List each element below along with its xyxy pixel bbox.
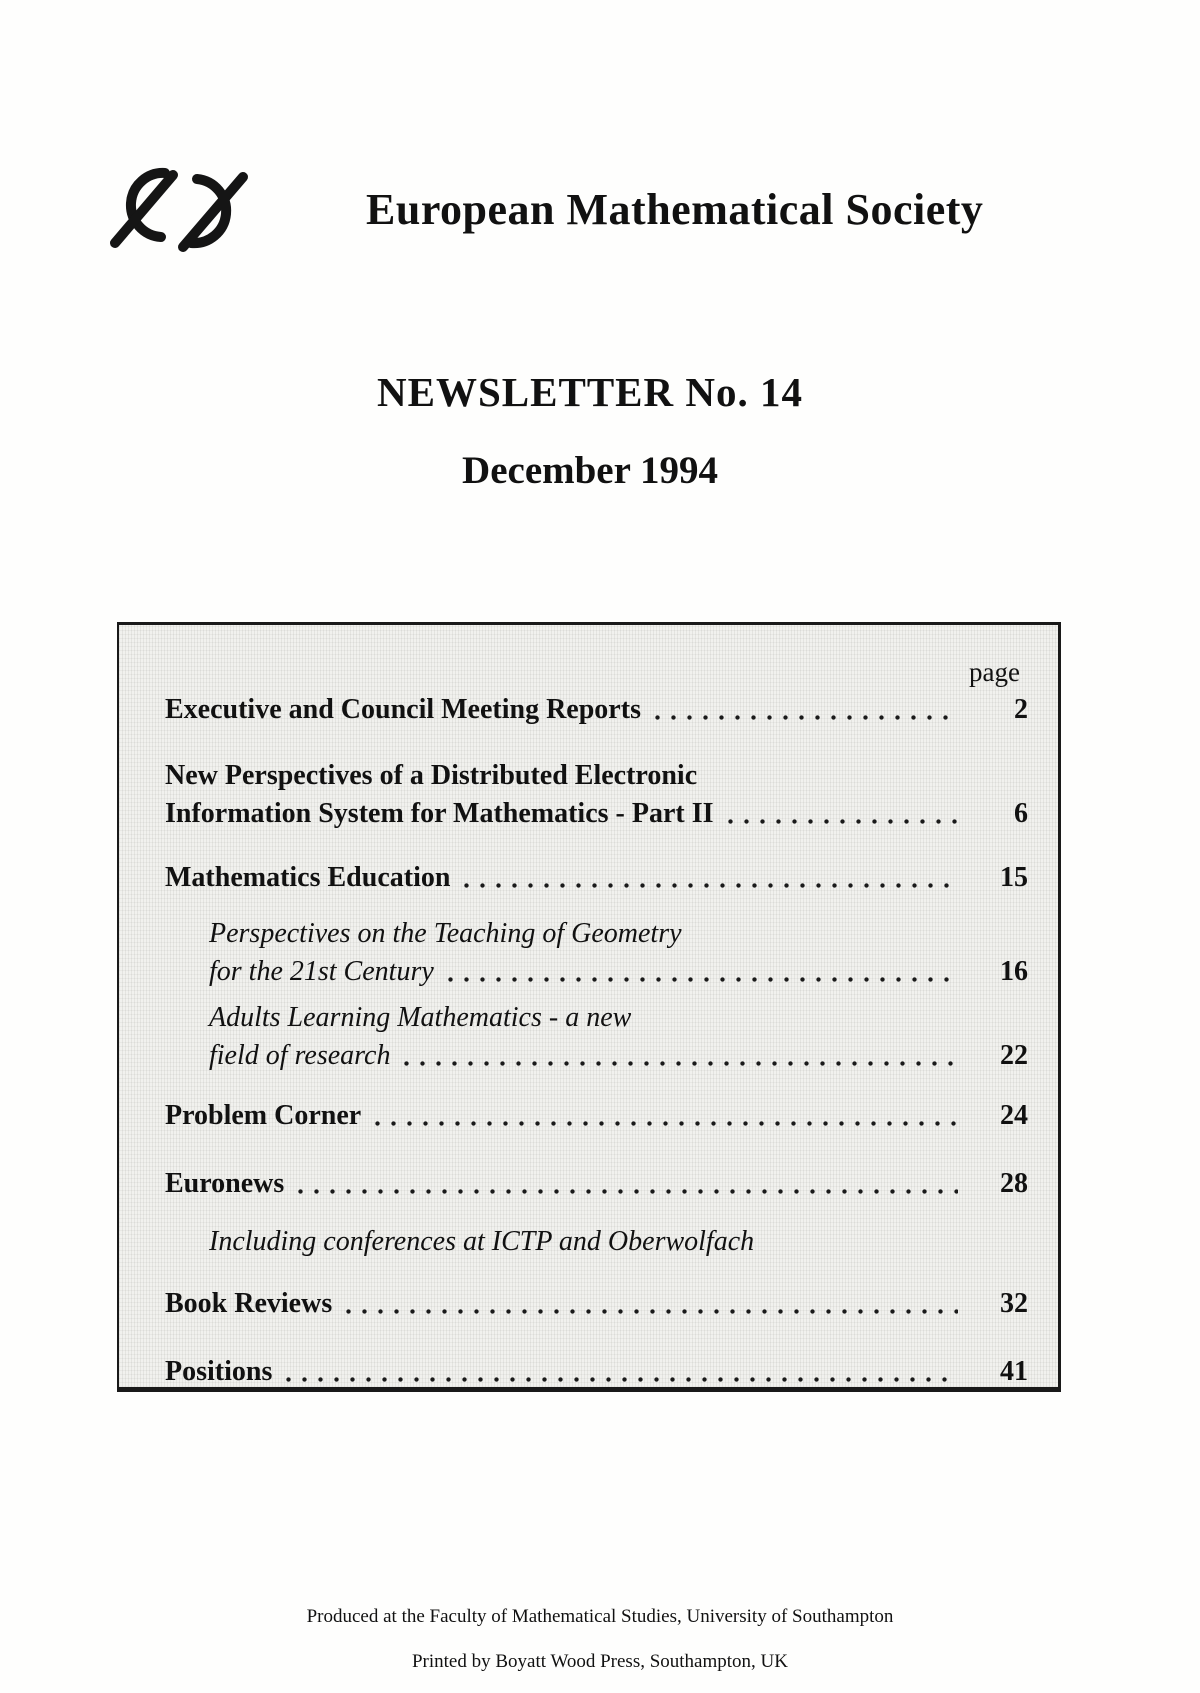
toc-entry	[165, 757, 1028, 833]
toc-entry-title: Problem Corner	[165, 1100, 362, 1131]
dot-leader	[655, 715, 958, 721]
toc-entry	[165, 1097, 1028, 1135]
dot-leader	[464, 883, 958, 889]
toc-note	[165, 1223, 1028, 1261]
toc-page-number: 6	[1014, 798, 1028, 829]
toc-subentry	[165, 999, 1028, 1075]
toc-entry-title: Adults Learning Mathematics - a new	[209, 1002, 632, 1033]
toc-page-number: 41	[1000, 1356, 1028, 1387]
toc-page-number: 32	[1000, 1288, 1028, 1319]
toc-entry-title: Mathematics Education	[165, 862, 451, 893]
dot-leader	[448, 977, 958, 983]
dot-leader	[298, 1189, 958, 1195]
toc-page-number: 28	[1000, 1168, 1028, 1199]
toc-note-text: Including conferences at ICTP and Oberwolfach	[209, 1226, 755, 1257]
toc-entry-title: Perspectives on the Teaching of Geometry	[209, 918, 682, 949]
toc-page-number: 15	[1000, 862, 1028, 893]
dot-leader	[286, 1377, 958, 1383]
toc-entry-title: Positions	[165, 1356, 273, 1387]
toc-entry	[165, 1165, 1028, 1203]
newsletter-number: NEWSLETTER No. 14	[377, 369, 803, 415]
dot-leader	[404, 1061, 958, 1067]
imprint-produced-line: Produced at the Faculty of Mathematical Studies, University of Southampton	[306, 1606, 894, 1627]
toc-entry	[165, 859, 1028, 897]
toc-page-number: 24	[1000, 1100, 1028, 1131]
toc-entry-title: New Perspectives of a Distributed Electronic	[165, 760, 698, 791]
toc-entry-title: Information System for Mathematics - Part II	[165, 798, 714, 829]
toc-entry	[165, 1353, 1028, 1391]
toc-entry-title: Executive and Council Meeting Reports	[165, 694, 641, 725]
imprint-footer	[0, 1594, 1200, 1684]
imprint-printed-line: Printed by Boyatt Wood Press, Southampton, UK	[411, 1651, 788, 1672]
toc-page-number: 16	[1000, 956, 1028, 987]
toc-page-number: 22	[1000, 1040, 1028, 1071]
society-title: European Mathematical Society	[366, 185, 984, 234]
table-of-contents-box	[117, 622, 1061, 1392]
toc-entry	[165, 1285, 1028, 1323]
toc-page-column-label: page	[969, 657, 1020, 687]
dot-leader	[346, 1309, 958, 1315]
toc-entry-title: for the 21st Century	[209, 956, 434, 987]
dot-leader	[728, 819, 959, 825]
toc-page-number: 2	[1014, 694, 1028, 725]
dot-leader	[375, 1121, 958, 1127]
toc-entry-title: field of research	[209, 1040, 391, 1071]
issue-date: December 1994	[462, 449, 718, 492]
toc-entry-title: Euronews	[165, 1168, 285, 1199]
toc-entry	[165, 691, 1028, 729]
toc-entry-title: Book Reviews	[165, 1288, 333, 1319]
ems-logo-icon	[103, 155, 255, 261]
toc-subentry	[165, 915, 1028, 991]
